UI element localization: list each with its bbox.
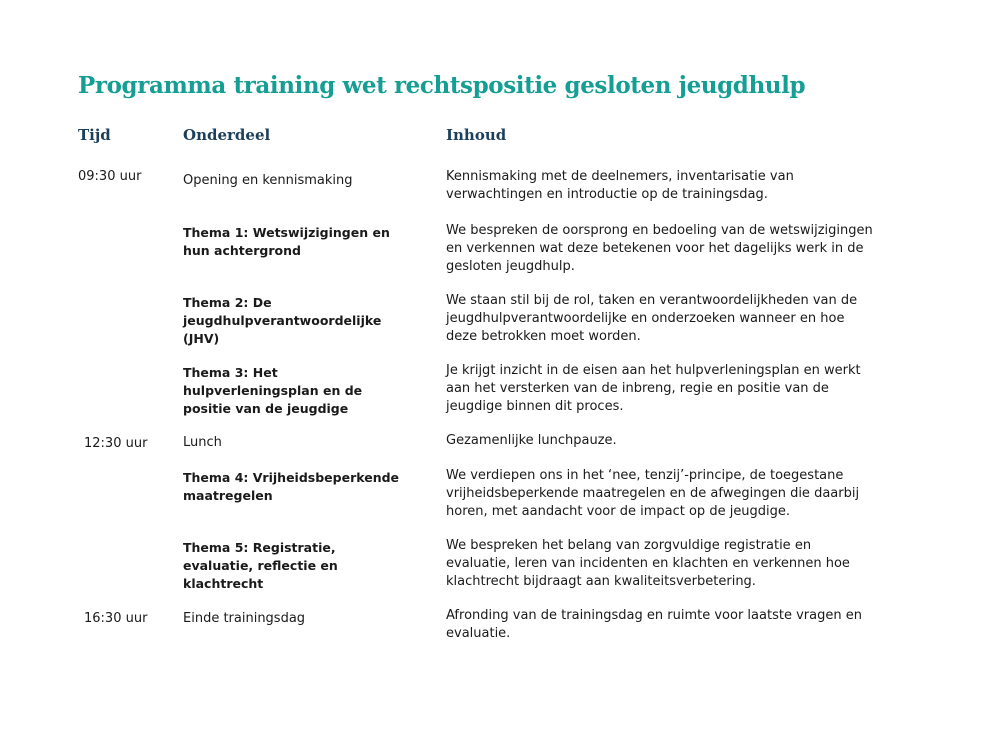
row-content: We bespreken de oorsprong en bedoeling van de wetswijzigingen en verkennen wat deze betekenen voor het dagelijks werk in de gesloten jeugdhulp. xyxy=(446,223,873,274)
row-content: We verdiepen ons in het ‘nee, tenzij’-principe, de toegestane vrijheidsbeperkende maatregelen en de afwegingen die daarbij horen, met aandacht voor de impact op de jeugdige. xyxy=(446,468,860,519)
row-time: 16:30 uur xyxy=(84,611,148,626)
row-part: Thema 1: Wetswijzigingen en hun achtergrond xyxy=(183,225,390,258)
row-content: We bespreken het belang van zorgvuldige registratie en evaluatie, leren van incidenten en klachten en verkennen hoe klachtrecht bijdraagt aan kwaliteitsverbetering. xyxy=(446,538,850,589)
row-content: Kennismaking met de deelnemers, inventarisatie van verwachtingen en introductie op de trainingsdag. xyxy=(446,169,794,202)
row-content: Je krijgt inzicht in de eisen aan het hulpverleningsplan en werkt aan het versterken van de inbreng, regie en positie van de jeugdige binnen dit proces. xyxy=(446,363,861,414)
row-content: Afronding van de trainingsdag en ruimte voor laatste vragen en evaluatie. xyxy=(446,608,862,641)
row-part: Thema 5: Registratie, evaluatie, reflectie en klachtrecht xyxy=(183,540,338,591)
row-content: We staan stil bij de rol, taken en verantwoordelijkheden van de jeugdhulpverantwoordelijke en onderzoeken wanneer en hoe deze betrokken moet worden. xyxy=(446,293,858,344)
row-part: Thema 4: Vrijheidsbeperkende maatregelen xyxy=(183,470,400,503)
column-header-part: Onderdeel xyxy=(183,126,271,144)
page-title: Programma training wet rechtspositie gesloten jeugdhulp xyxy=(78,72,806,99)
row-time: 12:30 uur xyxy=(84,436,148,451)
column-header-content: Inhoud xyxy=(446,126,507,144)
row-time: 09:30 uur xyxy=(78,169,142,184)
row-part: Thema 3: Het hulpverleningsplan en de positie van de jeugdige xyxy=(183,365,363,416)
row-part: Thema 2: De jeugdhulpverantwoordelijke (JHV) xyxy=(183,295,382,346)
row-part: Opening en kennismaking xyxy=(183,173,353,188)
row-content: Gezamenlijke lunchpauze. xyxy=(446,433,617,448)
row-part: Lunch xyxy=(183,435,222,450)
row-part: Einde trainingsdag xyxy=(183,611,306,626)
column-header-time: Tijd xyxy=(78,126,111,144)
